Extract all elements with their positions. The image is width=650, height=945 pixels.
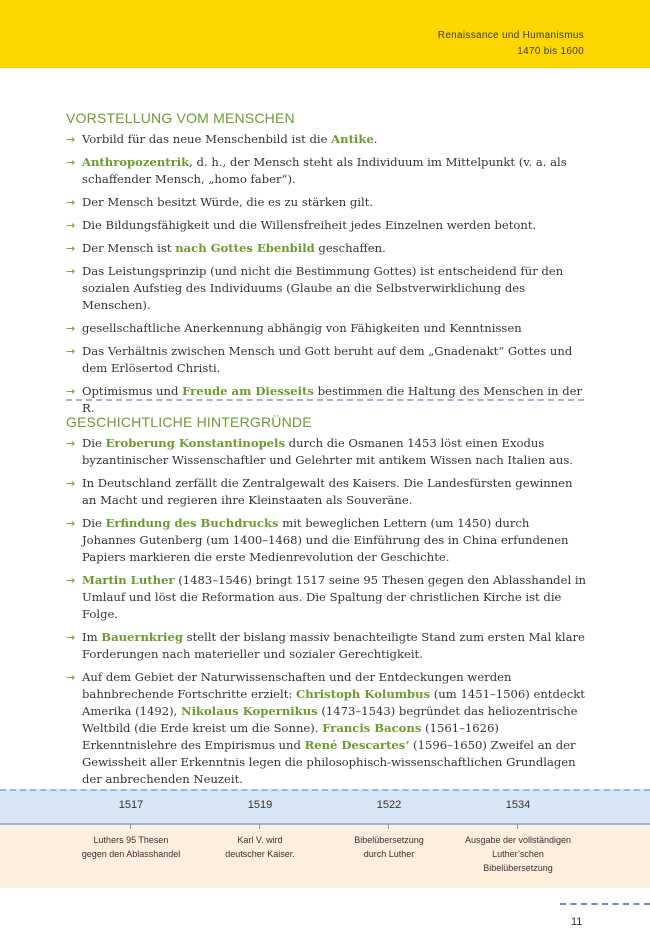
bullet-list [66,131,586,417]
bullet-item [66,629,586,663]
bullet-item [66,217,586,234]
highlighted-term: nach Gottes Ebenbild [175,241,315,255]
arrow-right-icon: → [66,345,76,358]
timeline-description-line: Bibelübersetzung [354,835,424,845]
timeline-description [71,833,191,861]
timeline-description-line: gegen den Ablasshandel [81,849,181,859]
bullet-item [66,572,586,623]
arrow-right-icon: → [66,574,76,587]
arrow-right-icon: → [66,265,76,278]
bullet-text: mit beweglichen Lettern (um 1450) durch Johannes Gutenberg (um 1400–1468) und die Einführung des in China erfundenen Papiers markieren die erste Medienrevolution der Geschichte. [82,516,569,564]
highlighted-term: Erfindung des Buchdrucks [105,516,279,530]
arrow-right-icon: → [66,437,76,450]
bullet-text: Das Leistungsprinzip (und nicht die Bestimmung Gottes) ist entscheidend für den sozialen Aufstieg des Individuums (Glaube an die Selbstverwirklichung des Menschen). [82,264,564,312]
bullet-text: Die [82,516,106,530]
bullet-text: (um 1451–1506) entdeckt Amerika (1492), [82,687,585,718]
timeline-tick [517,823,518,829]
timeline-description-line: Bibelübersetzung [483,863,553,873]
highlighted-term: Francis Bacons [322,721,422,735]
highlighted-term: Anthropozentrik [82,155,190,169]
section-divider [66,399,584,401]
highlighted-term: Freude am Diesseits [182,384,314,398]
bullet-item [66,131,586,148]
bullet-item [66,240,586,257]
timeline-description-line: deutscher Kaiser. [225,849,295,859]
bullet-text: Der Mensch besitzt Würde, die es zu stärken gilt. [82,195,374,209]
bullet-text: In Deutschland zerfällt die Zentralgewalt des Kaisers. Die Landesfürsten gewinnen an Macht und regieren ihre Kleinstaaten als Souveräne. [82,476,573,507]
timeline-description-line: durch Luther [363,849,415,859]
running-header-title: Renaissance und Humanismus [437,30,584,41]
running-header-years: 1470 bis 1600 [517,46,584,57]
bullet-item [66,343,586,377]
bullet-text: Die Bildungsfähigkeit und die Willensfreiheit jedes Einzelnen werden betont. [82,218,537,232]
highlighted-term: Eroberung Konstantinopels [105,436,285,450]
arrow-right-icon: → [66,133,76,146]
header-band [0,0,650,68]
bullet-text: (1483–1546) bringt 1517 seine 95 Thesen gegen den Ablasshandel in Umlauf und löst die Reformation aus. Die Spaltung der christlichen Kirche ist die Folge. [82,573,587,621]
timeline [0,789,650,888]
highlighted-term: Martin Luther [82,573,175,587]
timeline-tick [130,823,131,829]
arrow-right-icon: → [66,196,76,209]
timeline-description [458,833,578,875]
timeline-year: 1534 [505,799,531,811]
arrow-right-icon: → [66,631,76,644]
bullet-text: gesellschaftliche Anerkennung abhängig von Fähigkeiten und Kenntnissen [82,321,522,335]
footer-divider [560,903,650,905]
timeline-description [200,833,320,861]
arrow-right-icon: → [66,385,76,398]
bullet-item [66,669,586,788]
bullet-text: Auf dem Gebiet der Naturwissenschaften und der Entdeckungen werden bahnbrechende Fortschritte erzielt: [82,670,512,701]
bullet-text: Das Verhältnis zwischen Mensch und Gott beruht auf dem „Gnadenakt“ Gottes und dem Erlösertod Christi. [82,344,573,375]
bullet-item [66,263,586,314]
section-vorstellung-vom-menschen [66,110,586,423]
bullet-text: Im [82,630,102,644]
bullet-item [66,194,586,211]
bullet-text: durch die Osmanen 1453 löst einen Exodus byzantinischer Wissenschaftler und Gelehrter mit antikem Wissen nach Italien aus. [82,436,574,467]
timeline-year: 1519 [247,799,273,811]
arrow-right-icon: → [66,156,76,169]
timeline-description [329,833,449,861]
timeline-tick [388,823,389,829]
timeline-description-line: Ausgabe der vollständigen [464,835,572,845]
highlighted-term: Bauernkrieg [101,630,183,644]
timeline-year: 1522 [376,799,402,811]
timeline-tick [259,823,260,829]
bullet-text: Die [82,436,106,450]
bullet-item [66,515,586,566]
bullet-item [66,475,586,509]
bullet-text: Optimismus und [82,384,183,398]
highlighted-term: René Descartes’ [304,738,410,752]
timeline-description-line: Luthers 95 Thesen [93,835,169,845]
highlighted-term: Nikolaus Kopernikus [181,704,318,718]
timeline-description-line: Luther’schen [492,849,544,859]
section-title: VORSTELLUNG VOM MENSCHEN [66,110,295,126]
bullet-text: (1473–1543) begründet das heliozentrische Weltbild (die Erde kreist um die Sonne). [82,704,578,735]
arrow-right-icon: → [66,242,76,255]
arrow-right-icon: → [66,671,76,684]
section-geschichtliche-hintergruende [66,414,586,794]
timeline-description-line: Karl V. wird [237,835,283,845]
arrow-right-icon: → [66,219,76,232]
bullet-text: , d. h., der Mensch steht als Individuum im Mittelpunkt (v. a. als schaffender Mensch, „homo faber“). [82,155,567,186]
bullet-text: stellt der bislang massiv benachteiligte Stand zum ersten Mal klare Forderungen nach materieller und sozialer Gerechtigkeit. [82,630,585,661]
bullet-text: bestimmen die Haltung des Menschen in der R. [82,384,583,415]
bullet-list [66,435,586,788]
bullet-item [66,320,586,337]
bullet-text: (1561–1626) Erkenntnislehre des Empirismus und [82,721,499,752]
bullet-item [66,154,586,188]
highlighted-term: Christoph Kolumbus [296,687,431,701]
running-header [438,28,584,60]
bullet-text: Vorbild für das neue Menschenbild ist die [82,132,332,146]
bullet-text: geschaffen. [314,241,386,255]
arrow-right-icon: → [66,517,76,530]
bullet-text: (1596–1650) Zweifel an der Gewissheit aller Erkenntnis legen die philosophisch-wissenschaftlichen Grundlagen der anbrechenden Neuzeit. [82,738,576,786]
page-number: 11 [571,916,583,928]
bullet-item [66,435,586,469]
highlighted-term: Antike [331,132,374,146]
bullet-text: Der Mensch ist [82,241,176,255]
arrow-right-icon: → [66,322,76,335]
arrow-right-icon: → [66,477,76,490]
timeline-year: 1517 [118,799,144,811]
section-title: GESCHICHTLICHE HINTERGRÜNDE [66,414,312,430]
bullet-text: . [373,132,378,146]
